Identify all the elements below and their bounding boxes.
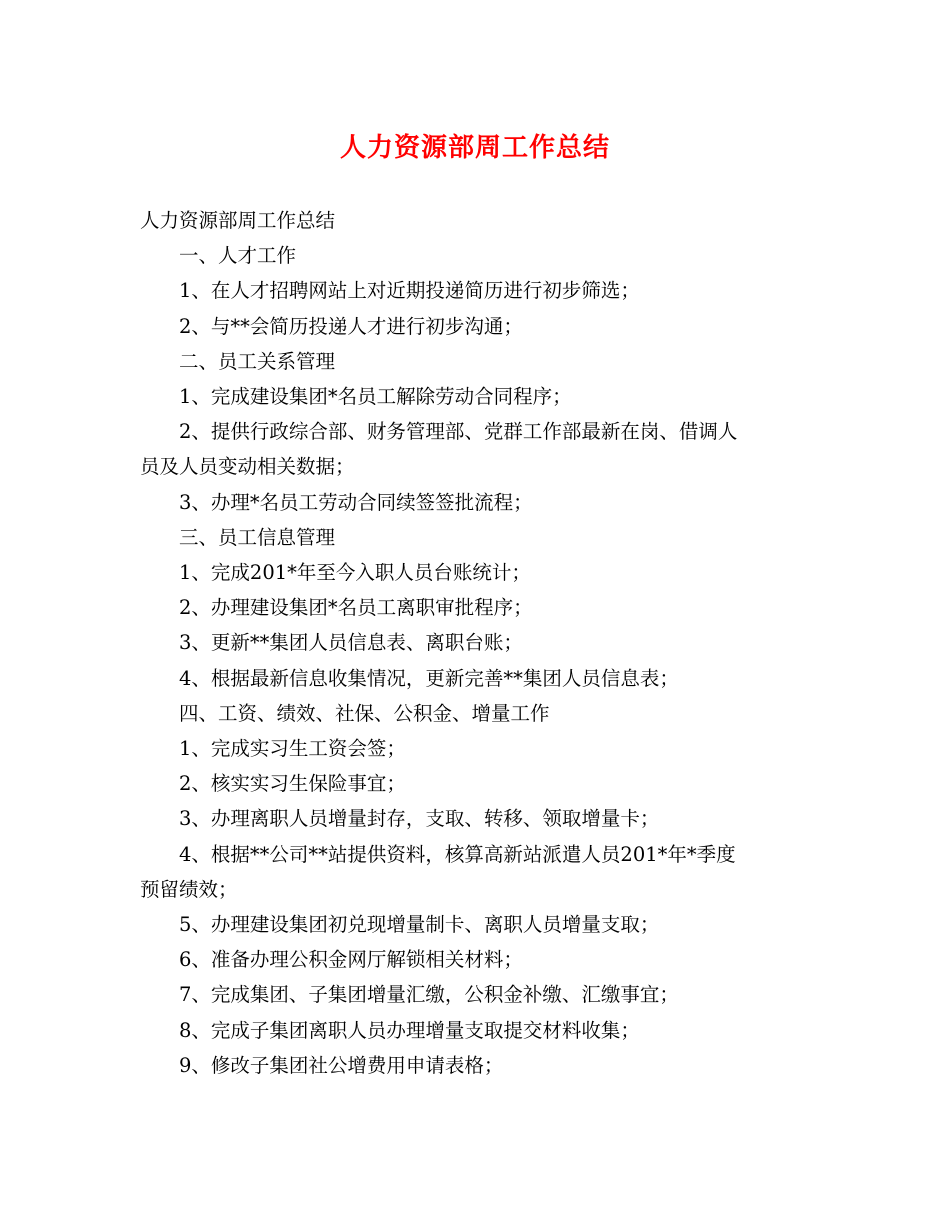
text-line: 人力资源部周工作总结 — [140, 209, 336, 232]
text-line: 1、完成201*年至今入职人员台账统计； — [179, 561, 531, 585]
text-line: 2、核实实习生保险事宜； — [179, 772, 406, 796]
text-line: 8、完成子集团离职人员办理增量支取提交材料收集； — [179, 1018, 640, 1042]
document-body — [140, 203, 820, 1083]
text-line: 三、员工信息管理 — [179, 525, 336, 549]
text-line: 员及人员变动相关数据； — [140, 455, 355, 479]
text-line: 1、完成实习生工资会签； — [179, 737, 406, 761]
text-line: 预留绩效； — [140, 877, 238, 901]
text-line: 4、根据最新信息收集情况，更新完善**集团人员信息表； — [179, 666, 679, 690]
document-title: 人力资源部周工作总结 — [339, 133, 610, 163]
text-line: 5、办理建设集团初兑现增量制卡、离职人员增量支取； — [179, 913, 660, 937]
text-line: 1、完成建设集团*名员工解除劳动合同程序； — [179, 385, 572, 409]
text-line: 3、办理*名员工劳动合同续签签批流程； — [179, 490, 533, 514]
text-line: 7、完成集团、子集团增量汇缴，公积金补缴、汇缴事宜； — [179, 983, 679, 1007]
text-line: 6、准备办理公积金网厅解锁相关材料； — [179, 948, 523, 972]
text-line: 二、员工关系管理 — [179, 349, 336, 373]
text-line: 一、人才工作 — [179, 244, 297, 268]
text-line: 四、工资、绩效、社保、公积金、增量工作 — [179, 701, 550, 725]
text-line: 9、修改子集团社公增费用申请表格； — [179, 1053, 504, 1077]
text-line: 2、与**会简历投递人才进行初步沟通； — [179, 314, 523, 338]
text-line: 1、在人才招聘网站上对近期投递简历进行初步筛选； — [179, 279, 640, 303]
text-line: 2、提供行政综合部、财务管理部、党群工作部最新在岗、借调人 — [179, 420, 738, 444]
text-line: 3、更新**集团人员信息表、离职台账； — [179, 631, 523, 655]
text-line: 4、根据**公司**站提供资料，核算高新站派遣人员201*年*季度 — [179, 842, 736, 866]
text-line: 3、办理离职人员增量封存，支取、转移、领取增量卡； — [179, 807, 660, 831]
text-line: 2、办理建设集团*名员工离职审批程序； — [179, 596, 533, 620]
